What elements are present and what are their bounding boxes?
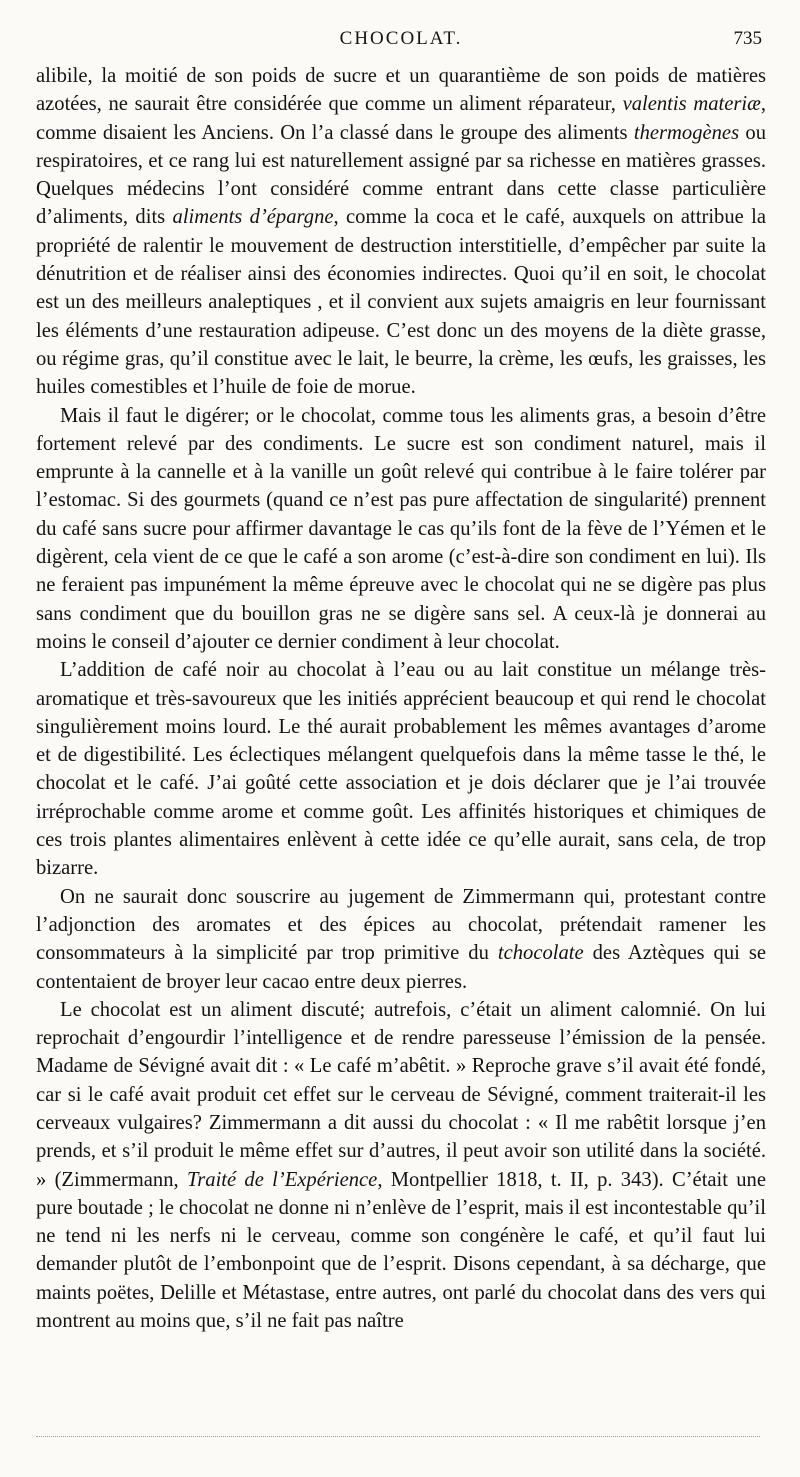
italic-run: tchocolate — [497, 942, 584, 965]
italic-run: valentis materiæ — [622, 93, 761, 116]
text-run: L’addition de café noir au chocolat à l’eau ou au lait constitue un mélange très-aromatique et très-savoureux que les initiés apprécient beaucoup et qui rend le chocolat singulièrement moins lourd. Le thé aurait probablement les mêmes avantages d’arome et de digestibilité. Les éclectiques mélangent quelquefois dans la même tasse le thé, le chocolat et le café. J’ai goûté cette association et je dois déclarer que je l’ai trouvée irréprochable comme arome et comme goût. Les affinités historiques et chimiques de ces trois plantes alimentaires enlèvent à cette idée ce qu’elle aurait, sans cela, de trop bizarre. — [36, 659, 766, 880]
text-run: des Aztèques qui se contentaient de broyer leur cacao entre deux pierres. — [36, 942, 766, 993]
paragraph — [36, 996, 766, 1336]
body-text — [36, 62, 766, 1335]
running-title: CHOCOLAT. — [339, 28, 463, 49]
text-run: Mais il faut le digérer; or le chocolat, comme tous les aliments gras, a besoin d’être fortement relevé par des condiments. Le sucre est son condiment naturel, mais il emprunte à la cannelle et à la vanille un goût relevé qui contribue à le faire tolérer par l’estomac. Si des gourmets (quand ce n’est pas pure affectation de singularité) prennent du café sans sucre pour affirmer davantage le cas qu’ils font de la fève de l’Yémen et le digèrent, cela vient de ce que le café a son arome (c’est-à-dire son condiment en lui). Ils ne feraient pas impunément la même épreuve avec le chocolat qui ne se digère pas plus sans condiment que du bouillon gras ne se digère sans sel. A ceux-là je donnerai au moins le conseil d’ajouter ce dernier condiment à leur chocolat. — [36, 404, 766, 653]
text-run: ou respiratoires, et ce rang lui est naturellement assigné par sa richesse en matières grasses. Quelques médecins l’ont considéré comme entrant dans cette classe particulière d’aliments, dits — [36, 121, 766, 229]
bottom-rule — [36, 1436, 760, 1437]
text-run: , comme la coca et le café, auxquels on attribue la propriété de ralentir le mouvement de destruction interstitielle, d’empêcher par suite la dénutrition et de réaliser ainsi des économies indirectes. Quoi qu’il en soit, le chocolat est un des meilleurs analeptiques , et il convient aux sujets amaigris en leur fournissant les éléments d’une restauration adipeuse. C’est donc un des moyens de la diète grasse, ou régime gras, qu’il constitue avec le lait, le beurre, la crème, les œufs, les graisses, les huiles comestibles et l’huile de foie de morue. — [36, 206, 766, 399]
paragraph — [36, 883, 766, 996]
italic-run: thermogènes — [633, 121, 740, 144]
italic-run: aliments d’épargne — [172, 206, 334, 229]
text-run: , comme disaient les Anciens. On l’a classé dans le groupe des aliments — [36, 93, 766, 144]
page-number: 735 — [733, 28, 762, 49]
paragraph — [36, 402, 766, 657]
text-run: alibile, la moitié de son poids de sucre et un quarantième de son poids de matières azotées, ne saurait être considérée que comme un aliment réparateur, — [36, 65, 766, 116]
text-run: , Montpellier 1818, t. II, p. 343). C’était une pure boutade ; le chocolat ne donne ni n’enlève de l’esprit, mais il est incontestable qu’il ne tend ni les nerfs ni le cerveau, comme son congénère le café, et qu’il faut lui demander plutôt de l’embonpoint que de l’esprit. Disons cependant, à sa décharge, que maints poëtes, Delille et Métastase, entre autres, ont parlé du chocolat dans des vers qui montrent au moins que, s’il ne fait pas naître — [36, 1168, 766, 1333]
paragraph — [36, 656, 766, 882]
italic-run: Traité de l’Expérience — [186, 1168, 378, 1191]
text-run: Le chocolat est un aliment discuté; autrefois, c’était un aliment calomnié. On lui reprochait d’engourdir l’intelligence et de rendre paresseuse l’émission de la pensée. Madame de Sévigné avait dit : « Le café m’abêtit. » Reproche grave s’il avait été fondé, car si le café avait produit cet effet sur le cerveau de Sévigné, comment traiterait-il les cerveaux vulgaires? Zimmermann a dit aussi du chocolat : « Il me rabêtit lorsque j’en prends, et s’il produit le même effet sur d’autres, il peut avoir son utilité dans la société. » (Zimmermann, — [36, 998, 766, 1191]
paragraph — [36, 62, 766, 402]
text-run: On ne saurait donc souscrire au jugement de Zimmermann qui, protestant contre l’adjonction des aromates et des épices au chocolat, prétendait ramener les consommateurs à la simplicité par trop primitive du — [36, 885, 766, 965]
running-head — [36, 28, 766, 62]
